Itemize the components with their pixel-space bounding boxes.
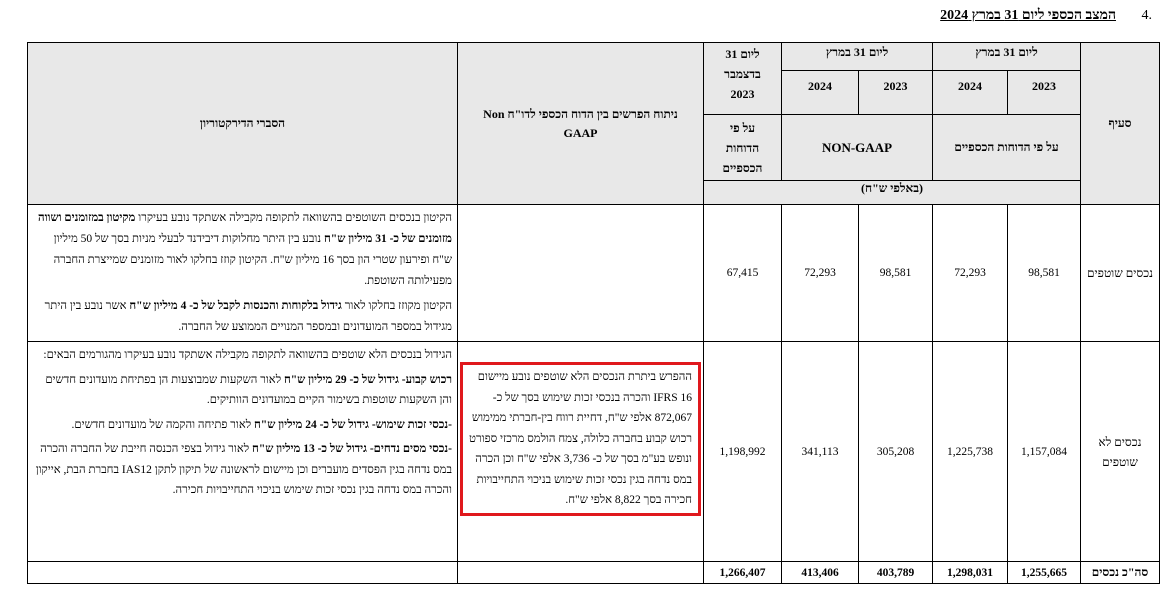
cell-value: 72,293 [782, 205, 859, 342]
cell-value: 1,255,665 [1008, 562, 1081, 584]
text-span: נובע בין היתר מחלוקות דיבידנד לבעלי מניות בסך של 50 מיליון ש"ח ופירעון שטרי הון בסך 16 מיליון ש"ח. הקיטון קוזז בחלקו לאור מזומנים שמייצרת החברה מפעילותה השוטפת. [53, 233, 452, 287]
cell-value: 305,208 [859, 342, 933, 562]
explanation-paragraph [33, 370, 452, 411]
header-analysis: ניתוח הפרשים בין הדוח הכספי לדו"ח Non GAAP [458, 43, 704, 205]
text-span: לאור פתיחה והקמה של מועדונים חדשים. [71, 418, 254, 431]
explanation-paragraph [33, 439, 452, 501]
cell-value: 413,406 [782, 562, 859, 584]
text-span-bold: רכוש קבוע- גידול של כ- 29 מיליון ש"ח [283, 373, 452, 386]
cell-value: 1,198,992 [704, 342, 782, 562]
cell-value: 98,581 [859, 205, 933, 342]
text-span: הקיטון בנכסים השוטפים בהשוואה לתקופה מקבילה אשתקד נובע בעיקרו [135, 212, 452, 224]
table-row [28, 342, 1160, 562]
row-item: נכסים שוטפים [1081, 205, 1160, 342]
section-title [940, 8, 1152, 24]
header-fin-2023: 2023 [1008, 71, 1081, 115]
explanation-paragraph [33, 296, 452, 338]
explanation-paragraph [33, 415, 452, 436]
header-dec-basis: על פי הדוחות הכספיים [704, 115, 782, 181]
total-item: סה"כ נכסים [1081, 562, 1160, 584]
text-span-bold: מקיטון במזומנים ושווה מזומנים של כ- 31 מיליון ש"ח [37, 212, 452, 245]
explanation-paragraph: הגידול בנכסים הלא שוטפים בהשוואה לתקופה מקבילה אשתקד נובע בעיקרו מהגורמים הבאים: [43, 349, 452, 361]
text-span-bold: גידול בלקוחות והכנסות לקבל של כ- 4 מיליון ש"ח [129, 300, 342, 312]
explanation-paragraph [33, 208, 452, 292]
cell-value: 1,225,738 [933, 342, 1008, 562]
highlight-box: ההפרש ביתרת הנכסים הלא שוטפים נובע מיישום IFRS 16 והכרה בנכסי זכות שימוש בסך של כ- 872,067 אלפי ש"ח, דחיית רווח בין-חברתי ממימוש רכוש קבוע בחברה כלולה, צמח הולמס מרכזי ספורט ונופש בע"מ בסך של כ- 3,736 אלפי ש"ח וכן הכרה במס נדחה בגין נכסי זכות שימוש בניכוי התחייבויות חכירה בסך 8,822 אלפי ש"ח. [460, 362, 701, 516]
section-number: .4 [1141, 8, 1152, 23]
text-span-bold: -נכסי זכות שימוש- גידול של כ- 24 מיליון ש"ח [254, 418, 452, 431]
financial-position-table [27, 42, 1160, 584]
header-dec-group: ליום 31 בדצמבר [724, 47, 761, 81]
header-nongaap-basis: NON-GAAP [782, 115, 933, 181]
empty-cell [28, 562, 458, 584]
text-span: לאור השקעות שמבוצעות הן בפתיחת מועדונים חדשים והן השקעות שוטפות בשימור הקיים במועדונים הוותיקים. [45, 373, 452, 406]
directors-explanation [28, 342, 458, 562]
cell-value: 1,298,031 [933, 562, 1008, 584]
table-row-total [28, 562, 1160, 584]
cell-value: 72,293 [933, 205, 1008, 342]
header-dec-year: 2023 [730, 87, 755, 101]
header-fin-2024: 2024 [933, 71, 1008, 115]
header-fin-group: ליום 31 במרץ [933, 43, 1081, 71]
cell-value: 98,581 [1008, 205, 1081, 342]
header-dec-cell [704, 43, 782, 115]
header-fin-basis: על פי הדוחות הכספיים [933, 115, 1081, 181]
text-span-bold: -נכסי מסים נדחים- גידול של כ- 13 מיליון ש"ח [252, 443, 452, 455]
header-units: (באלפי ש"ח) [704, 181, 1081, 205]
directors-explanation [28, 205, 458, 342]
empty-cell [458, 562, 704, 584]
header-directors: הסברי הדירקטוריון [28, 43, 458, 205]
cell-value: 403,789 [859, 562, 933, 584]
section-heading: המצב הכספי ליום 31 במרץ 2024 [940, 8, 1116, 23]
header-ng-2023: 2023 [859, 71, 933, 115]
header-item: סעיף [1081, 43, 1160, 205]
cell-value: 341,113 [782, 342, 859, 562]
table-row [28, 205, 1160, 342]
header-nongaap-group: ליום 31 במרץ [782, 43, 933, 71]
text-span: לאור גידול בצפי הכנסה חייבת של החברה והכרה במס נדחה בגין הפסדים מועברים וכן מיישום לראשונה של תיקון לתקן IAS12 בחברת הבת, אייקון והכרה במס נדחה בגין נכסי זכות שימוש בניכוי התחייבויות חכירה. [35, 443, 452, 496]
header-ng-2024: 2024 [782, 71, 859, 115]
text-span: אשר נובע בין היתר מגידול במספר המועדונים ובמספר המנויים הממוצע של החברה. [44, 300, 452, 333]
row-item: נכסים לא שוטפים [1081, 342, 1160, 562]
text-span: הקיטון מקוזז בחלקו לאור [341, 300, 452, 312]
cell-value: 67,415 [704, 205, 782, 342]
cell-value: 1,266,407 [704, 562, 782, 584]
analysis-cell [458, 205, 704, 342]
cell-value: 1,157,084 [1008, 342, 1081, 562]
analysis-cell [458, 342, 704, 562]
